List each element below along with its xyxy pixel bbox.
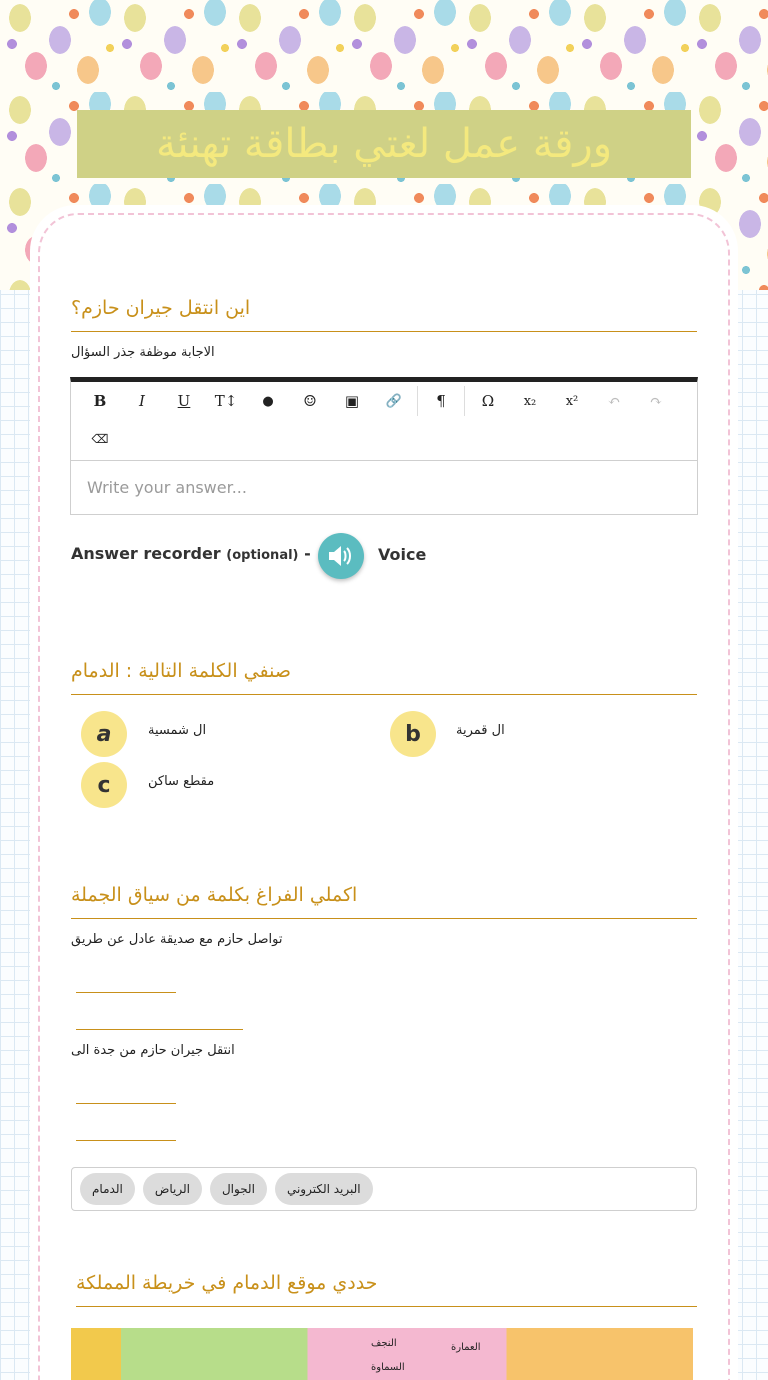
toolbar-separator xyxy=(417,386,418,416)
blank-drop-zone-1[interactable] xyxy=(76,992,176,993)
map-label-najaf: النجف xyxy=(371,1338,397,1349)
question2-rule xyxy=(71,694,697,695)
bold-button[interactable]: B xyxy=(93,392,107,410)
answer-input[interactable]: Write your answer... xyxy=(71,460,697,514)
word-chip-email[interactable]: البريد الكتروني xyxy=(275,1173,373,1205)
map-label-amara: العمارة xyxy=(451,1342,481,1353)
editor-toolbar-row2 xyxy=(71,420,697,458)
sentence-1: تواصل حازم مع صديقة عادل عن طريق xyxy=(71,932,283,947)
editor-toolbar-row1 xyxy=(71,382,697,420)
toolbar-separator xyxy=(464,386,465,416)
option-b-text[interactable]: ال قمرية xyxy=(456,723,505,738)
eraser-icon[interactable]: ⌫ xyxy=(91,432,109,446)
recorder-optional: (optional) xyxy=(226,548,299,563)
link-icon[interactable]: 🔗 xyxy=(385,393,403,409)
question1-instruction: الاجابة موظفة جذر السؤال xyxy=(71,345,215,360)
speaker-icon xyxy=(327,544,355,568)
question1-title: اين انتقل جيران حازم؟ xyxy=(71,297,251,319)
option-a-circle[interactable]: a xyxy=(81,711,127,757)
paragraph-direction-icon[interactable]: ¶ xyxy=(436,392,446,410)
undo-icon[interactable]: ↶ xyxy=(607,392,621,410)
text-size-button[interactable]: T↕ xyxy=(214,392,238,410)
answer-recorder-label xyxy=(71,544,311,563)
word-chip-mobile[interactable]: الجوال xyxy=(210,1173,267,1205)
color-drop-icon[interactable]: ● xyxy=(262,393,274,409)
redo-icon[interactable]: ↷ xyxy=(649,392,663,410)
voice-label[interactable]: Voice xyxy=(378,545,427,564)
question2-title: صنفي الكلمة التالية : الدمام xyxy=(71,660,291,682)
word-chip-riyadh[interactable]: الرياض xyxy=(143,1173,202,1205)
worksheet-title: ورقة عمل لغتي بطاقة تهنئة xyxy=(155,121,613,167)
rich-text-editor xyxy=(70,377,698,515)
underline-button[interactable]: U xyxy=(177,392,191,410)
italic-button[interactable]: I xyxy=(139,392,145,410)
voice-record-button[interactable] xyxy=(318,533,364,579)
word-bank xyxy=(71,1167,697,1211)
question3-title: اكملي الفراغ بكلمة من سياق الجملة xyxy=(71,884,358,906)
recorder-label: Answer recorder xyxy=(71,544,221,563)
subscript-button[interactable]: x₂ xyxy=(523,393,537,409)
title-banner xyxy=(77,110,691,178)
recorder-dash: - xyxy=(304,544,311,563)
kingdom-map-image[interactable] xyxy=(71,1328,693,1380)
question3-rule xyxy=(71,918,697,919)
option-a-text[interactable]: ال شمسية xyxy=(148,723,207,738)
option-c-text[interactable]: مقطع ساكن xyxy=(148,774,215,789)
special-characters-icon[interactable]: Ω xyxy=(481,392,495,410)
blank-drop-zone-3[interactable] xyxy=(76,1103,176,1104)
blank-drop-zone-2[interactable] xyxy=(76,1029,243,1030)
superscript-button[interactable]: x² xyxy=(565,393,579,409)
sentence-2: انتقل جيران حازم من جدة الى xyxy=(71,1043,235,1058)
option-c-circle[interactable]: c xyxy=(81,762,127,808)
emoji-icon[interactable]: ☺ xyxy=(303,392,317,410)
question4-title: حددي موقع الدمام في خريطة المملكة xyxy=(76,1272,378,1294)
question4-rule xyxy=(76,1306,697,1307)
question1-rule xyxy=(71,331,697,332)
word-chip-dammam[interactable]: الدمام xyxy=(80,1173,135,1205)
option-b-circle[interactable]: b xyxy=(390,711,436,757)
map-label-samawa: السماوة xyxy=(371,1362,405,1373)
image-icon[interactable]: ▣ xyxy=(344,392,360,410)
blank-drop-zone-4[interactable] xyxy=(76,1140,176,1141)
